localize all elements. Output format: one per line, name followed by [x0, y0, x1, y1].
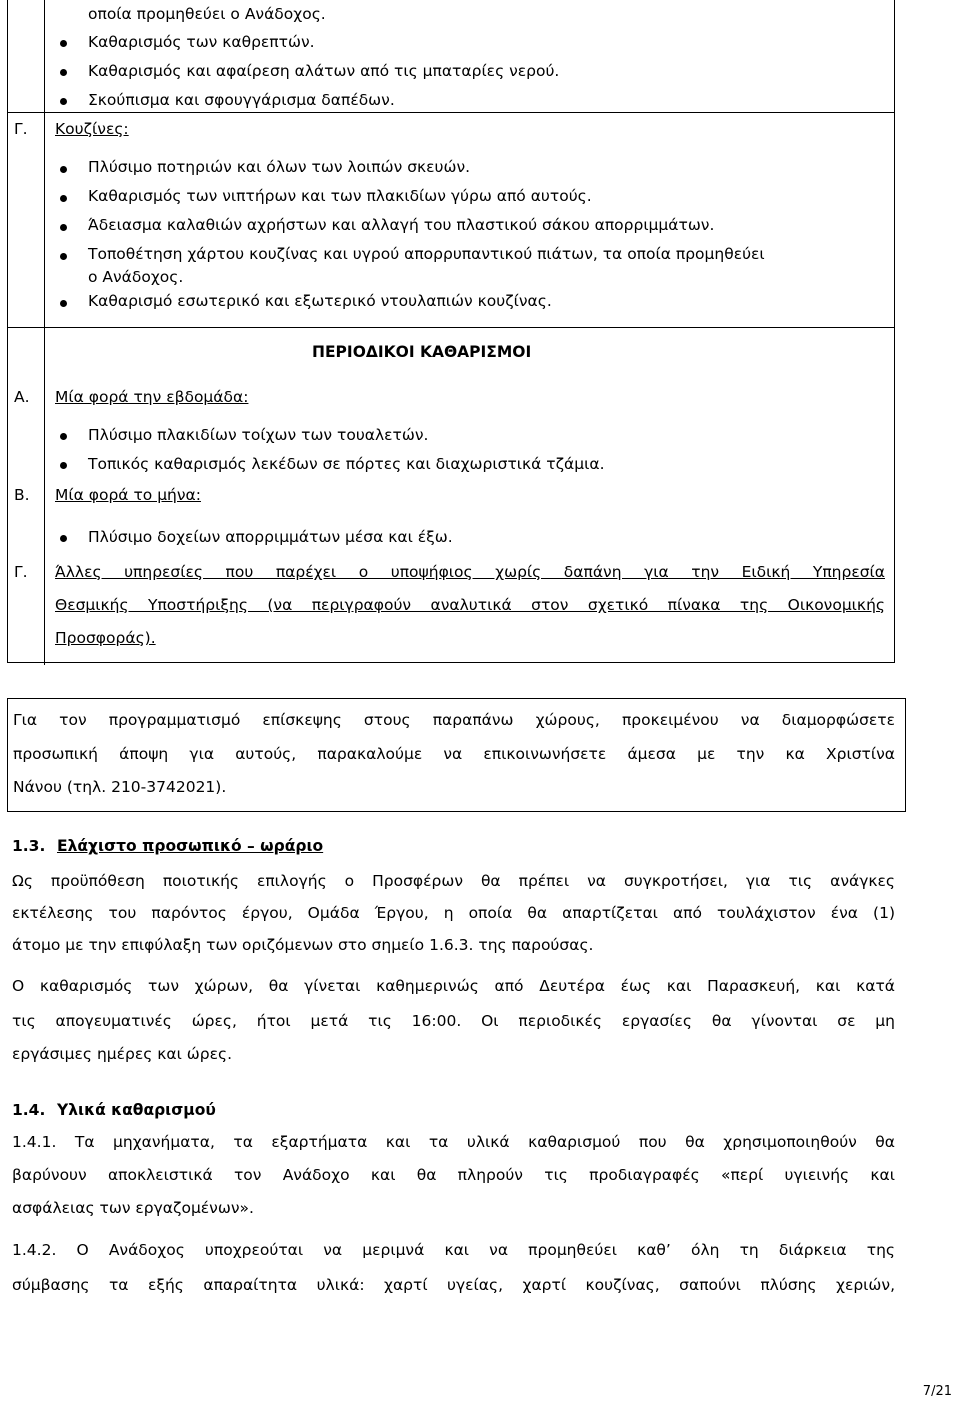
list-item: Καθαρισμός των καθρεπτών. [88, 33, 315, 51]
list-item: Τοποθέτηση χάρτου κουζίνας και υγρού απορρυπαντικού πιάτων, τα οποία προμηθεύει [88, 245, 765, 263]
table-row-divider [7, 327, 895, 328]
bullet-dot [60, 462, 67, 469]
paragraph-line: εργάσιμες ημέρες και ώρες. [12, 1045, 232, 1063]
list-item: Καθαρισμός των νιπτήρων και των πλακιδίων γύρω από αυτούς. [88, 187, 592, 205]
weekly-heading: Μία φορά την εβδομάδα: [55, 388, 249, 406]
bullet-dot [60, 40, 67, 47]
list-item: Πλύσιμο δοχείων απορριμμάτων μέσα και έξω. [88, 528, 453, 546]
kitchens-heading: Κουζίνες: [55, 120, 129, 138]
section-number: 1.3. [12, 837, 46, 855]
paragraph-line: Ως προϋπόθεση ποιοτικής επιλογής ο Προσφέρων θα πρέπει να συγκροτήσει, για τις ανάγκες [12, 872, 895, 890]
other-services-line: Θεσμικής Υποστήριξης (να περιγραφούν αναλυτικά στον σχετικό πίνακα της Οικονομικής [55, 596, 885, 614]
row-letter: Γ. [14, 563, 28, 581]
paragraph-line: τις απογευματινές ώρες, ήτοι μετά τις 16:00. Οι περιοδικές εργασίες θα γίνονται σε μη [12, 1012, 895, 1030]
row-letter: Β. [14, 486, 30, 504]
table-column-divider [44, 0, 45, 665]
paragraph-line: εκτέλεσης του παρόντος έργου, Ομάδα Έργου, η οποία θα απαρτίζεται από τουλάχιστον ένα (1) [12, 904, 895, 922]
continued-text: οποία προμηθεύει ο Ανάδοχος. [88, 5, 326, 23]
bullet-dot [60, 433, 67, 440]
bullet-dot [60, 224, 67, 231]
list-item: Σκούπισμα και σφουγγάρισμα δαπέδων. [88, 91, 395, 109]
paragraph-line: ασφάλειας των εργαζομένων». [12, 1199, 254, 1217]
list-item: Άδειασμα καλαθιών αχρήστων και αλλαγή του πλαστικού σάκου απορριμμάτων. [88, 216, 715, 234]
other-services-line: Άλλες υπηρεσίες που παρέχει ο υποψήφιος χωρίς δαπάνη για την Ειδική Υπηρεσία [55, 563, 885, 581]
paragraph-line: 1.4.1. Τα μηχανήματα, τα εξαρτήματα και τα υλικά καθαρισμού που θα χρησιμοποιηθούν θα [12, 1133, 895, 1151]
contact-line: Νάνου (τηλ. 210-3742021). [13, 778, 227, 796]
paragraph-line: σύμβασης τα εξής απαραίτητα υλικά: χαρτί υγείας, χαρτί κουζίνας, σαπούνι πλύσης χεριών, [12, 1276, 895, 1294]
monthly-heading: Μία φορά το μήνα: [55, 486, 201, 504]
bullet-dot [60, 166, 67, 173]
list-item-continued: ο Ανάδοχος. [88, 268, 184, 286]
table-row-divider [7, 112, 895, 113]
other-services-line: Προσφοράς). [55, 629, 156, 647]
periodic-cleaning-title: ΠΕΡΙΟΔΙΚΟΙ ΚΑΘΑΡΙΣΜΟΙ [312, 343, 532, 361]
bullet-dot [60, 253, 67, 260]
contact-line: Για τον προγραμματισμό επίσκεψης στους παραπάνω χώρους, προκειμένου να διαμορφώσετε [13, 711, 895, 729]
section-title: Ελάχιστο προσωπικό – ωράριο [57, 837, 324, 855]
bullet-dot [60, 195, 67, 202]
paragraph-line: βαρύνουν αποκλειστικά τον Ανάδοχο και θα πληρούν τις προδιαγραφές «περί υγιεινής και [12, 1166, 895, 1184]
list-item: Τοπικός καθαρισμός λεκέδων σε πόρτες και διαχωριστικά τζάμια. [88, 455, 605, 473]
list-item: Καθαρισμό εσωτερικό και εξωτερικό ντουλαπιών κουζίνας. [88, 292, 552, 310]
bullet-dot [60, 69, 67, 76]
paragraph-line: 1.4.2. Ο Ανάδοχος υποχρεούται να μεριμνά και να προμηθεύει καθ’ όλη τη διάρκεια της [12, 1241, 895, 1259]
row-letter: Α. [14, 388, 30, 406]
paragraph-line: άτομο με την επιφύλαξη των οριζόμενων στο σημείο 1.6.3. της παρούσας. [12, 936, 594, 954]
list-item: Πλύσιμο ποτηριών και όλων των λοιπών σκευών. [88, 158, 471, 176]
section-number: 1.4. [12, 1101, 46, 1119]
section-title: Υλικά καθαρισμού [57, 1101, 216, 1119]
list-item: Πλύσιμο πλακιδίων τοίχων των τουαλετών. [88, 426, 429, 444]
bullet-dot [60, 535, 67, 542]
list-item: Καθαρισμός και αφαίρεση αλάτων από τις μπαταρίες νερού. [88, 62, 560, 80]
row-letter: Γ. [14, 120, 28, 138]
paragraph-line: Ο καθαρισμός των χώρων, θα γίνεται καθημερινώς από Δευτέρα έως και Παρασκευή, και κατά [12, 977, 895, 995]
bullet-dot [60, 300, 67, 307]
bullet-dot [60, 98, 67, 105]
contact-line: προσωπική άποψη για αυτούς, παρακαλούμε να επικοινωνήσετε άμεσα με την κα Χριστίνα [13, 745, 895, 763]
page-number: 7/21 [922, 1384, 952, 1399]
